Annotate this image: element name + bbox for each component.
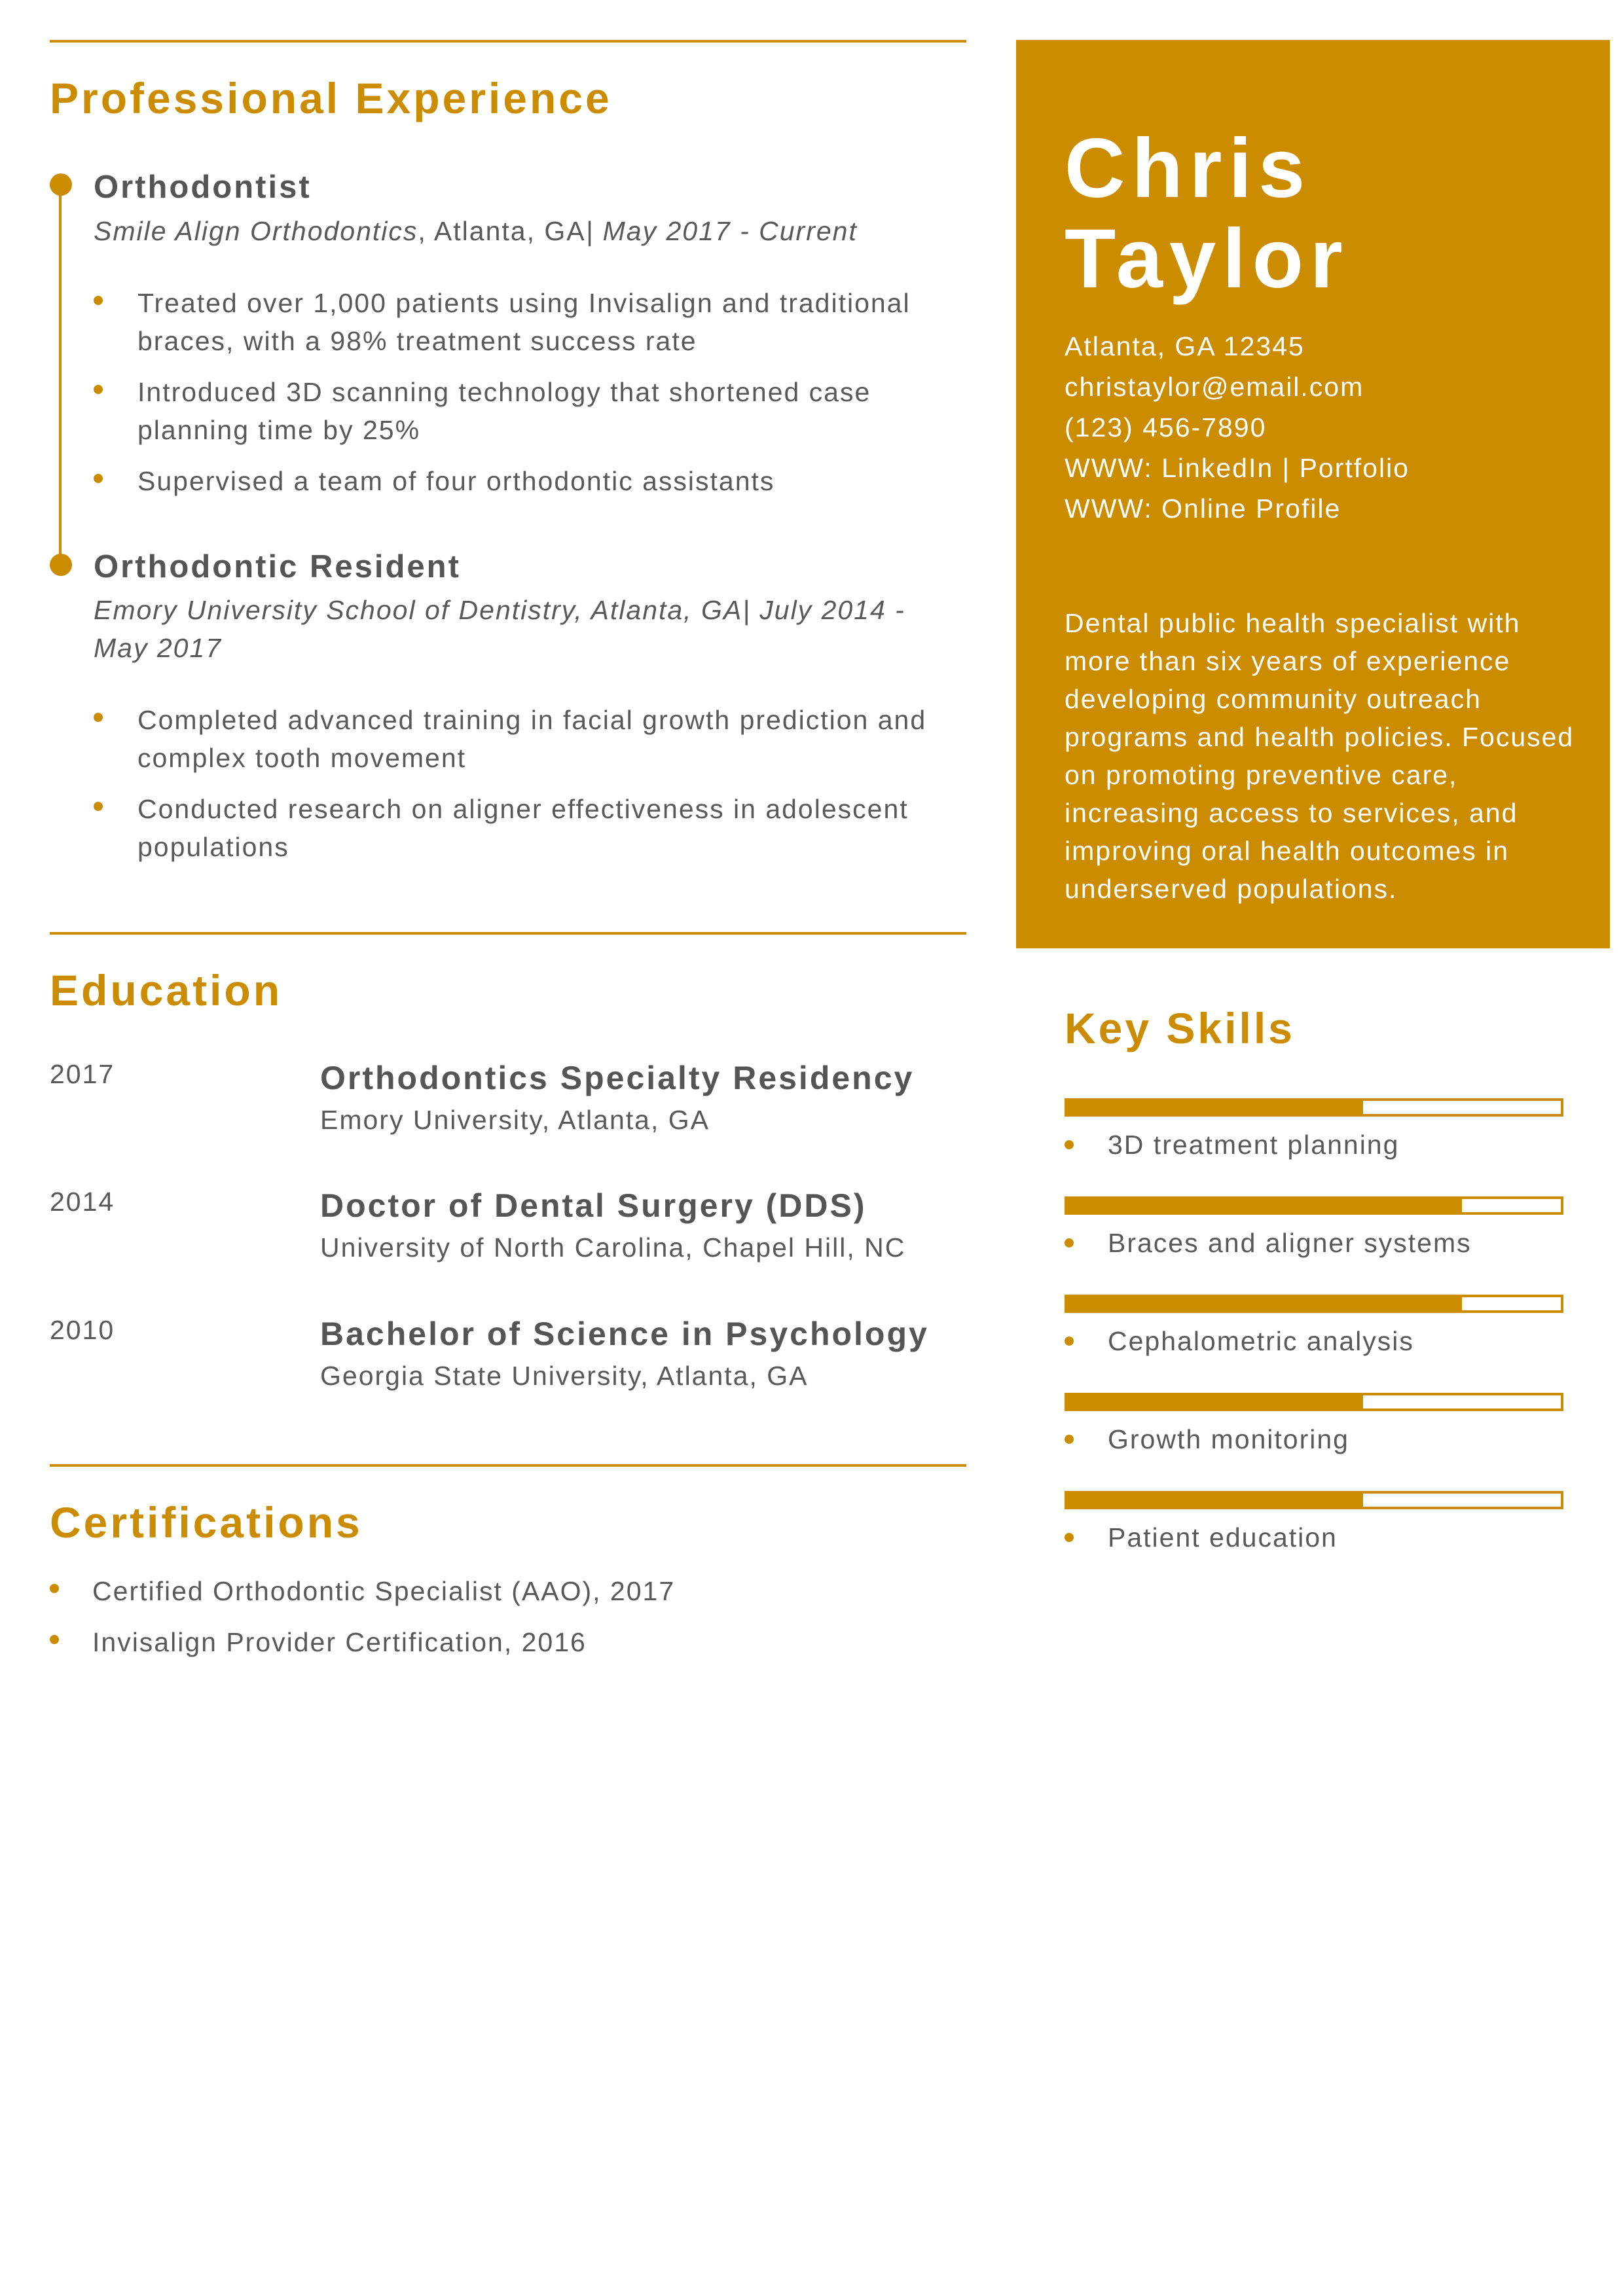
certification-item: Certified Orthodontic Specialist (AAO), 2017 bbox=[92, 1572, 943, 1610]
contact-phone: (123) 456-7890 bbox=[1065, 412, 1267, 442]
skill-label: Growth monitoring bbox=[1108, 1424, 1349, 1454]
bullet-item: Introduced 3D scanning technology that shortened case planning time by 25% bbox=[137, 373, 969, 449]
job-bullets bbox=[137, 284, 969, 513]
skill-bar bbox=[1065, 1491, 1563, 1509]
job-meta bbox=[94, 591, 964, 667]
skill-bar-fill bbox=[1067, 1199, 1462, 1212]
skill-bar bbox=[1065, 1295, 1563, 1313]
certification-list bbox=[92, 1572, 943, 1674]
bullet-dot bbox=[1065, 1140, 1074, 1149]
job-dates: | July 2014 - May 2017 bbox=[94, 595, 905, 663]
bullet-item: Conducted research on aligner effectiveness in adolescent populations bbox=[137, 790, 969, 866]
section-divider bbox=[50, 1464, 966, 1467]
skill-label: Patient education bbox=[1108, 1522, 1338, 1552]
skill-label: Cephalometric analysis bbox=[1108, 1326, 1414, 1356]
education-degree: Orthodontics Specialty Residency bbox=[320, 1060, 915, 1096]
timeline-dot bbox=[50, 173, 72, 196]
header-banner bbox=[1016, 40, 1610, 948]
skill-bar bbox=[1065, 1393, 1563, 1411]
job-title: Orthodontic Resident bbox=[94, 549, 461, 584]
bullet-dot bbox=[1065, 1336, 1074, 1346]
timeline-dot bbox=[50, 554, 72, 576]
contact-list bbox=[1065, 326, 1410, 529]
skill-bar bbox=[1065, 1098, 1563, 1117]
timeline-line bbox=[59, 185, 62, 555]
skill-bar-fill bbox=[1067, 1297, 1462, 1310]
section-divider bbox=[50, 932, 966, 935]
education-school: University of North Carolina, Chapel Hill, NC bbox=[320, 1232, 906, 1263]
bullet-dot bbox=[1065, 1238, 1074, 1247]
bullet-item: Completed advanced training in facial growth prediction and complex tooth movement bbox=[137, 701, 969, 777]
skill-bar-fill bbox=[1067, 1494, 1363, 1507]
last-name: Taylor bbox=[1065, 212, 1349, 306]
education-school: Emory University, Atlanta, GA bbox=[320, 1105, 710, 1135]
certifications-heading: Certifications bbox=[50, 1498, 363, 1547]
skill-bar-fill bbox=[1067, 1101, 1363, 1114]
contact-location: Atlanta, GA 12345 bbox=[1065, 331, 1305, 361]
experience-heading: Professional Experience bbox=[50, 74, 612, 122]
education-school: Georgia State University, Atlanta, GA bbox=[320, 1361, 809, 1391]
job-dates: | May 2017 - Current bbox=[585, 216, 858, 246]
bullet-dot bbox=[1065, 1533, 1074, 1542]
certification-item: Invisalign Provider Certification, 2016 bbox=[92, 1623, 943, 1661]
bullet-item: Treated over 1,000 patients using Invisalign and traditional braces, with a 98% treatment success rate bbox=[137, 284, 969, 360]
employer: Smile Align Orthodontics bbox=[94, 216, 418, 246]
candidate-name bbox=[1065, 124, 1349, 304]
education-year: 2017 bbox=[50, 1059, 115, 1089]
bullet-item: Supervised a team of four orthodontic assistants bbox=[137, 462, 969, 500]
profile-summary: Dental public health specialist with more than six years of experience developing community outreach programs and health policies. Focused on promoting preventive care, increasing access to services, and improving oral health outcomes in underserved populations. bbox=[1065, 608, 1575, 904]
section-divider bbox=[50, 40, 966, 43]
job-location: , Atlanta, GA bbox=[418, 216, 586, 246]
skills-heading: Key Skills bbox=[1065, 1004, 1295, 1052]
skill-label: Braces and aligner systems bbox=[1108, 1228, 1472, 1258]
job-location: , Atlanta, GA bbox=[574, 595, 743, 625]
contact-profile[interactable]: WWW: Online Profile bbox=[1065, 493, 1341, 524]
contact-links[interactable]: WWW: LinkedIn | Portfolio bbox=[1065, 453, 1410, 483]
job-bullets bbox=[137, 701, 969, 879]
education-degree: Bachelor of Science in Psychology bbox=[320, 1316, 929, 1352]
skill-label: 3D treatment planning bbox=[1108, 1130, 1400, 1160]
education-year: 2010 bbox=[50, 1315, 115, 1345]
contact-email[interactable]: christaylor@email.com bbox=[1065, 372, 1364, 402]
employer: Emory University School of Dentistry bbox=[94, 595, 575, 625]
skill-bar-fill bbox=[1067, 1395, 1363, 1408]
job-title: Orthodontist bbox=[94, 170, 312, 205]
education-heading: Education bbox=[50, 966, 283, 1014]
bullet-dot bbox=[1065, 1435, 1074, 1444]
education-degree: Doctor of Dental Surgery (DDS) bbox=[320, 1187, 867, 1224]
education-year: 2014 bbox=[50, 1187, 115, 1217]
job-meta bbox=[94, 212, 964, 250]
first-name: Chris bbox=[1065, 122, 1312, 215]
skill-bar bbox=[1065, 1196, 1563, 1215]
